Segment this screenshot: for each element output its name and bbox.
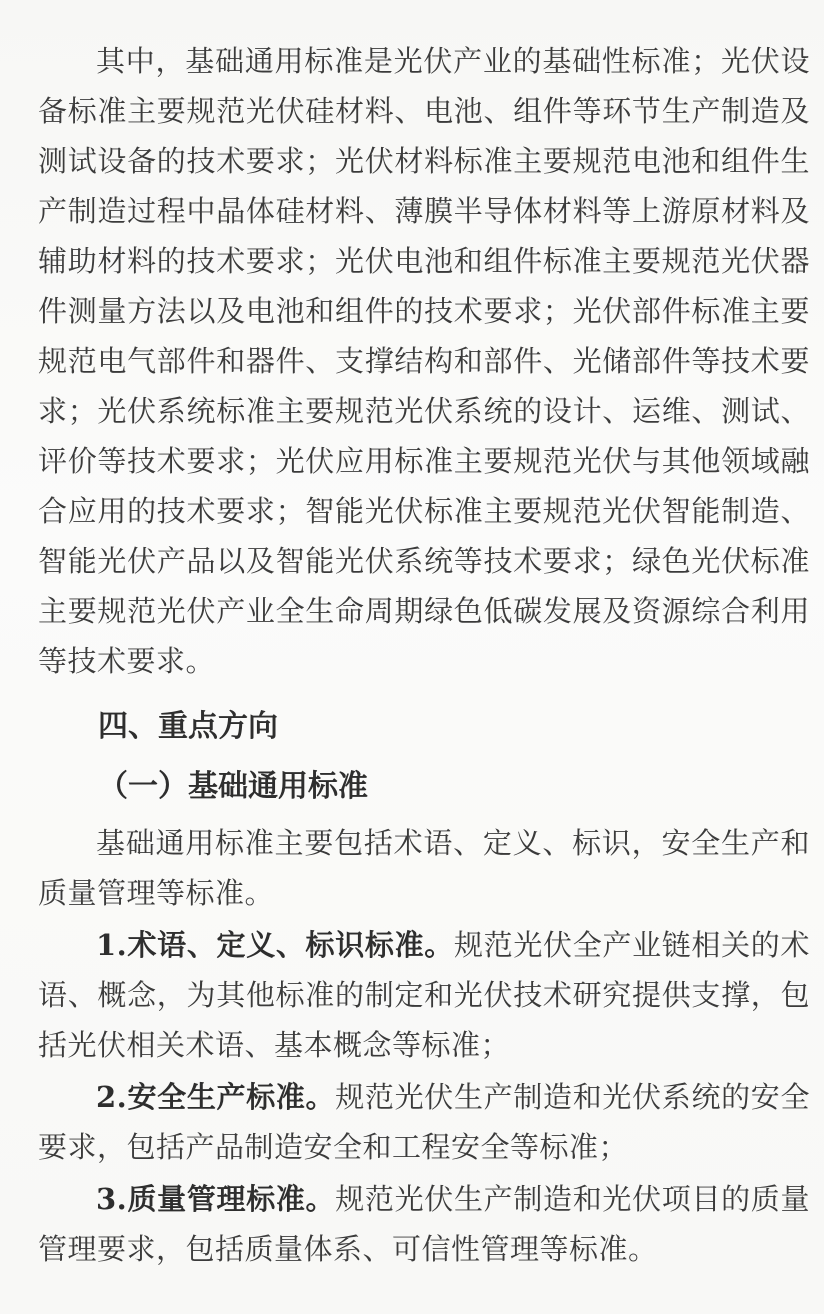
list-item-1-lead: 1.术语、定义、标识标准。 [96,928,454,962]
section-heading: 四、重点方向 [98,710,278,743]
list-item-1-body: 规范光伏全产业链相关的术语、概念，为其他标准的制定和光伏技术研究提供支撑，包括光伏相关术语、基本概念等标准； [38,928,810,1062]
paragraph-overview: 其中，基础通用标准是光伏产业的基础性标准；光伏设备标准主要规范光伏硅材料、电池、组件等环节生产制造及测试设备的技术要求；光伏材料标准主要规范电池和组件生产制造过程中晶体硅材料、薄膜半导体材料等上游原材料及辅助材料的技术要求；光伏电池和组件标准主要规范光伏器件测量方法以及电池和组件的技术要求；光伏部件标准主要规范电气部件和器件、支撑结构和部件、光储部件等技术要求；光伏系统标准主要规范光伏系统的设计、运维、测试、评价等技术要求；光伏应用标准主要规范光伏与其他领域融合应用的技术要求；智能光伏标准主要规范光伏智能制造、智能光伏产品以及智能光伏系统等技术要求；绿色光伏标准主要规范光伏产业全生命周期绿色低碳发展及资源综合利用等技术要求。 [38,44,810,678]
subsection-heading: （一）基础通用标准 [98,769,368,804]
subsection-intro: 基础通用标准主要包括术语、定义、标识，安全生产和质量管理等标准。 [38,826,810,910]
list-item-2-lead: 2.安全生产标准。 [96,1080,336,1114]
list-item-2-body: 规范光伏生产制造和光伏系统的安全要求，包括产品制造安全和工程安全等标准； [38,1080,810,1164]
list-item-3-lead: 3.质量管理标准。 [96,1182,336,1216]
list-item-3 [38,1174,810,1274]
list-item-1 [38,920,810,1070]
list-item-3-body: 规范光伏生产制造和光伏项目的质量管理要求，包括质量体系、可信性管理等标准。 [38,1182,810,1266]
list-item-2 [38,1072,810,1172]
